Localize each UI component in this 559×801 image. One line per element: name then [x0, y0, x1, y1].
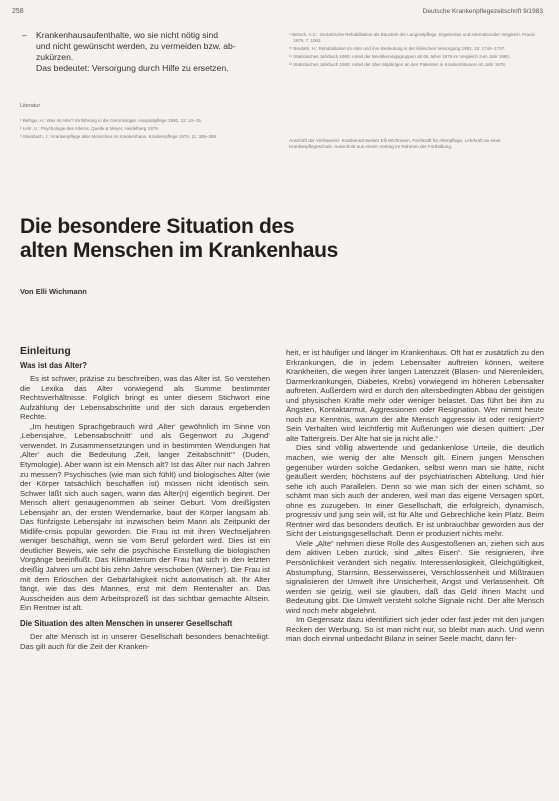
- article-title: [20, 215, 440, 263]
- bullet-line: Krankenhausaufenthalte, wo sie nicht nötig sind: [36, 30, 219, 40]
- paragraph: Dies sind völlig abwertende und gedankenlose Urteile, die deutlich machen, wie wenig der alte Mensch gilt. Einem jungen Menschen gegenüber würden solche Gedanken, selbst wenn man sie hätte, nicht geäußert werden; höchstens auf der psychiatrischen Abteilung. Und hier sehe ich auch Parallelen. Denn so wie man sich der einen schämt, so schämt man sich auch der anderen, weil man das eigene Versagen spürt, ohne es zuzugeben. In einer Gesellschaft, die erfolgreich, dynamisch, progressiv und jung sein will, ist für Alte und Gebrechliche kein Platz. Beim Rentner wird das besonders deutlich. Er ist unbrauchbar geworden aus der Sicht der Leistungsgesellschaft. Denn er produziert nichts mehr.: [286, 443, 544, 539]
- author-address: Anschrift der Verfasserin: Krankenschwester Elli Wichmann, Fachkraft für Altenpflege, Lehrkraft an einer Krankenpflegeschule. Ausschnitt aus einem Vortrag im Rahmen der Fortbildung.: [289, 138, 501, 149]
- footnote: ¹¹ Statistisches Jahrbuch 1980: Anteil der Bevölkerungsgruppen ab 65 Jahre 1979 im Vergleich zum Jahr 1960.: [289, 54, 511, 59]
- literature-item: ³ Steinbach, J.: Krankenpflege alter Menschen im Krankenhaus. Krankenpflege 1978, 11: 385–389.: [20, 134, 218, 139]
- footnote: ⁹ Bersch, A.C.: Geriatrische Rehabilitation als Baustein der Langzeitpflege. Ergebnisse und internationaler Vergleich. Praxis 1979, 7: 1062.: [289, 32, 535, 43]
- paragraph: Viele „Alte“ nehmen diese Rolle des Ausgestoßenen an, ziehen sich aus dem aktiven Leben zurück, sind „altes Eisen“. Sie resignieren, ihre Persönlichkeit verändert sich negativ. Interessenlosigkeit, Gleichgültigkeit, Abstumpfung, Starrsinn, Besserwisserei, Verschlossenheit und Mißtrauen signalisieren der Umwelt ihre Unsicherheit, Angst und Verlassenheit. Oft werden sie geizig, weil sie glauben, daß das Geld ihnen Macht und Bedeutung gibt. Die Umwelt versteht solche Signale nicht. Der alte Mensch wird noch mehr abgelehnt.: [286, 538, 544, 615]
- literature-item: ² Lehr, U.: Psychologie des Alterns. Quelle & Meyer, Heidelberg 1979.: [20, 126, 159, 131]
- bullet-dash: –: [22, 30, 27, 40]
- page-number: 258: [12, 8, 24, 15]
- footnote: ¹² Statistisches Jahrbuch 1980: Anteil der über 65jährigen an den Patienten in Krankenhäusern im Jahr 1978.: [289, 62, 507, 67]
- bullet-continuation: Das bedeutet: Versorgung durch Hilfe zu ersetzen.: [36, 63, 229, 73]
- top-left-text: [22, 30, 284, 74]
- subsection-heading: Die Situation des alten Menschen in unserer Gesellschaft: [20, 618, 233, 628]
- bullet-line: zukürzen.: [36, 52, 74, 62]
- paragraph: Es ist schwer, präzise zu beschreiben, was das Alter ist. So verstehen die Lexika das Alter vorwiegend als Summe bestimmter Rechtsverhältnisse. Folglich bringt es unter diesem Stichwort eine Aufzählung der Lebensabschnitte und der sich daraus ergebenden Rechte.: [20, 374, 270, 422]
- footnote-references: [289, 32, 544, 70]
- paragraph: Der alte Mensch ist in unserer Gesellschaft besonders benachteiligt. Das gilt auch für die Zeit der Kranken-: [20, 632, 270, 651]
- right-column: [286, 348, 544, 644]
- subsection-heading: Was ist das Alter?: [20, 360, 88, 370]
- literature-list: [20, 118, 270, 142]
- literature-item: ¹ Bethge, H.: Was ist Alter? Einführung in die Gerontologie. Hospitalpflege 1980, 12: 10–15.: [20, 118, 202, 123]
- title-line-1: Die besondere Situation des: [20, 215, 295, 238]
- paragraph: Im Gegensatz dazu identifiziert sich jeder oder fast jeder mit den jungen Recken der Werbung. So ist man nicht nur, so bleibt man auch. Und wenn man doch einmal unbedacht Bilanz in seiner Seele macht, dann fer-: [286, 615, 544, 644]
- bullet-item: [22, 30, 284, 63]
- footnote: ¹⁰ Bredahl, H.: Rehabilitation im Alter und ihre Bedeutung in der klinischen Versorgung 1981, 15: 1744–1747.: [289, 46, 506, 51]
- paragraph: „Im heutigen Sprachgebrauch wird ‚Alter‘ gewöhnlich im Sinne von ‚Lebensjahre, Lebensabschnitt‘ und als Gegenwort zu ‚Jugend‘ verwendet. In Zusammensetzungen und in bestimmten Wendungen hat ‚Alter‘ auch die Bedeutung ‚Zeit, langer Zeitabschnitt‘“ (Duden, Etymologie). Aber wann ist ein Mensch alt? Ist das Alter nur nach Jahren zu messen? Psychisches (wie man sich fühlt) und biologisches Alter (wie der Körper tatsächlich beschaffen ist) müssen nicht identisch sein. Schwer läßt sich auch sagen, wann das Alter(n) eigentlich beginnt. Der Mensch altert genaugenommen ab seiner Geburt. Vom dreißigsten Lebensjahr an, der ersten Wendemarke, baut der Körper langsam ab. Das fünfzigste Lebensjahr ist inzwischen beim Mann als Zeitpunkt der Midlife-crisis populär geworden. Die Frau ist mit ihren Wechseljahren weniger beschäftigt, wenn sie vom Beruf gefordert wird. Dies ist ein deutlicher Beweis, wie sehr die psychische Einstellung die biologischen Vorgänge beeinflußt. Das Klimakterium der Frau hat sich in den letzten dreißig Jahren um acht bis zehn Jahre verschoben (Werner). Die Frau ist mit dem Erlöschen der Gebärfähigkeit nicht automatisch alt. Ihr Alter fängt, wie das des Mannes, erst mit dem Rentenalter an. Das Ausscheiden aus dem Arbeitsprozeß ist das sichtbar gemachte Altsein. Ein Rentner ist alt.: [20, 421, 270, 613]
- paragraph: heit, er ist häufiger und länger im Krankenhaus. Oft hat er zusätzlich zu den Erkrankungen, die in jedem Lebensalter auftreten können, weitere Krankheiten, die wegen ihrer langen Latenzzeit (Blasen- und Nierenleiden, Darmerkrankungen, Diabetes, Krebs) vorwiegend im höheren Lebensalter auftreten. Außerdem wird er durch den altersbedingten Abbau der geistigen und physischen Kräfte mehr oder weniger belastet. Das führt bei ihm zu Ängsten, Kontaktarmut, Aggressionen oder Resignation. Wer nimmt heute noch zur Kenntnis, warum der alte Mensch aggressiv ist oder resigniert? Sein Verhalten wird leichtfertig mit Äußerungen wie diesen quittiert: „Der alte Tattergreis. Der Alte hat sie ja nicht alle.“: [286, 348, 544, 443]
- bullet-line: und nicht gewünscht werden, zu vermeiden bzw. ab-: [36, 41, 236, 51]
- journal-header: Deutsche Krankenpflegezeitschrift 9/1983: [422, 8, 543, 15]
- left-column: [20, 347, 270, 651]
- title-line-2: alten Menschen im Krankenhaus: [20, 239, 339, 262]
- author-byline: Von Elli Wichmann: [20, 287, 87, 296]
- literature-heading: Literatur: [20, 103, 41, 109]
- section-heading: Einleitung: [20, 345, 71, 357]
